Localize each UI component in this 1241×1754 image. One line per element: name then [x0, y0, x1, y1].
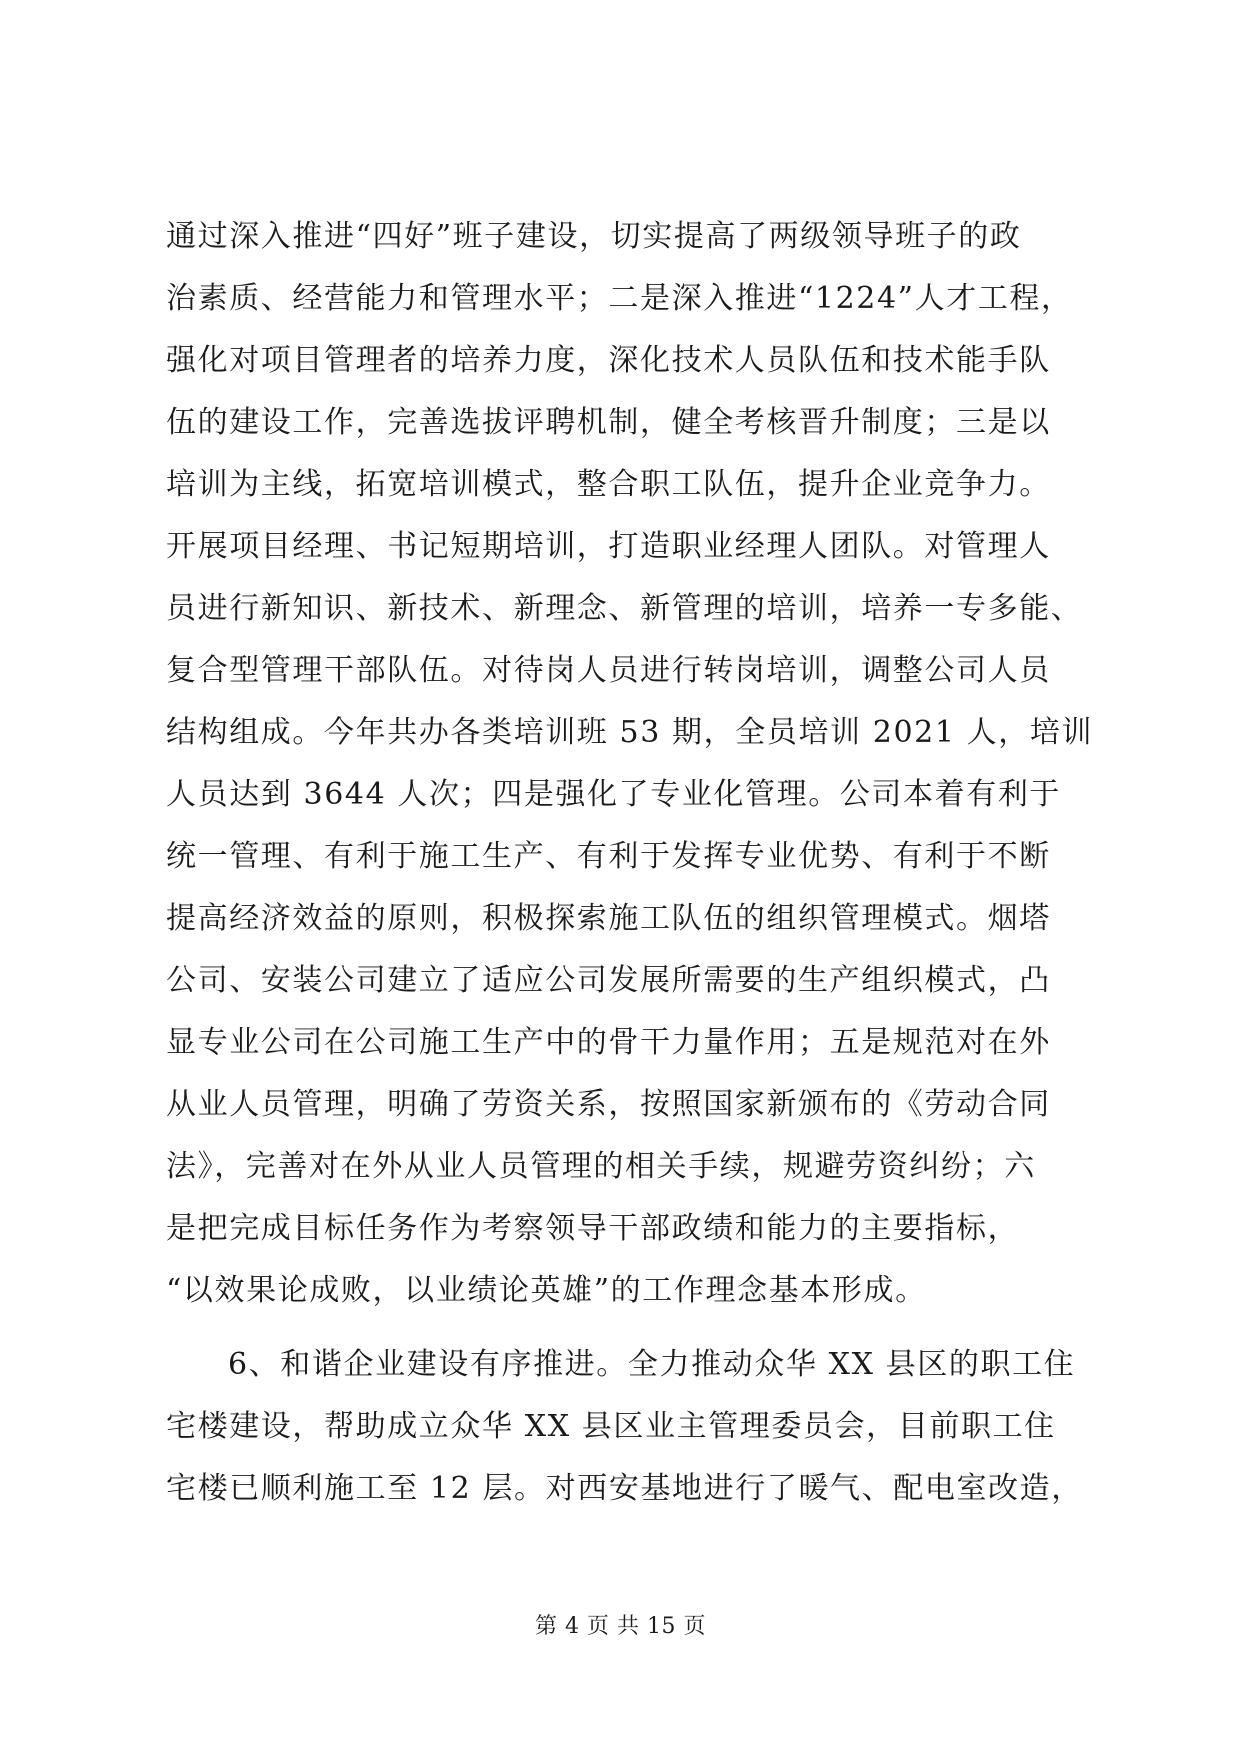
text-line: 开展项目经理、书记短期培训，打造职业经理人团队。对管理人: [166, 529, 1051, 564]
text-line: 员进行新知识、新技术、新理念、新管理的培训，培养一专多能、: [166, 591, 1083, 626]
text-line: 是把完成目标任务作为考察领导干部政绩和能力的主要指标，: [166, 1211, 1020, 1246]
text-line: 公司、安装公司建立了适应公司发展所需要的生产组织模式，凸: [166, 963, 1051, 998]
text-line: 通过深入推进“四好”班子建设，切实提高了两级领导班子的政: [166, 219, 1022, 254]
page-footer: 第 4 页 共 15 页: [535, 1614, 706, 1639]
text-line: 培训为主线，拓宽培训模式，整合职工队伍，提升企业竞争力。: [166, 467, 1051, 502]
text-line: 宅楼已顺利施工至 12 层。对西安基地进行了暖气、配电室改造，: [166, 1471, 1083, 1506]
text-line: 提高经济效益的原则，积极探索施工队伍的组织管理模式。烟塔: [166, 901, 1051, 936]
text-line: 从业人员管理，明确了劳资关系，按照国家新颁布的《劳动合同: [166, 1087, 1051, 1122]
text-line: 显专业公司在公司施工生产中的骨干力量作用；五是规范对在外: [166, 1025, 1051, 1060]
text-line: 宅楼建设，帮助成立众华 XX 县区业主管理委员会，目前职工住: [166, 1409, 1056, 1444]
text-line: 复合型管理干部队伍。对待岗人员进行转岗培训，调整公司人员: [166, 653, 1051, 688]
paragraph-start-line: 6、和谐企业建设有序推进。全力推动众华 XX 县区的职工住: [228, 1347, 1076, 1382]
text-line: 人员达到 3644 人次；四是强化了专业化管理。公司本着有利于: [166, 777, 1062, 812]
text-line: 结构组成。今年共办各类培训班 53 期，全员培训 2021 人，培训: [166, 715, 1094, 750]
text-line: 法》，完善对在外从业人员管理的相关手续，规避劳资纠纷；六: [166, 1149, 1036, 1184]
text-line: 伍的建设工作，完善选拔评聘机制，健全考核晋升制度；三是以: [166, 405, 1051, 440]
text-line: 强化对项目管理者的培养力度，深化技术人员队伍和技术能手队: [166, 343, 1051, 378]
body-text: [166, 206, 1126, 1520]
text-line: 治素质、经营能力和管理水平；二是深入推进“1224”人才工程，: [166, 281, 1073, 316]
text-line: “以效果论成败，以业绩论英雄”的工作理念基本形成。: [166, 1273, 927, 1308]
text-line: 统一管理、有利于施工生产、有利于发挥专业优势、有利于不断: [166, 839, 1051, 874]
